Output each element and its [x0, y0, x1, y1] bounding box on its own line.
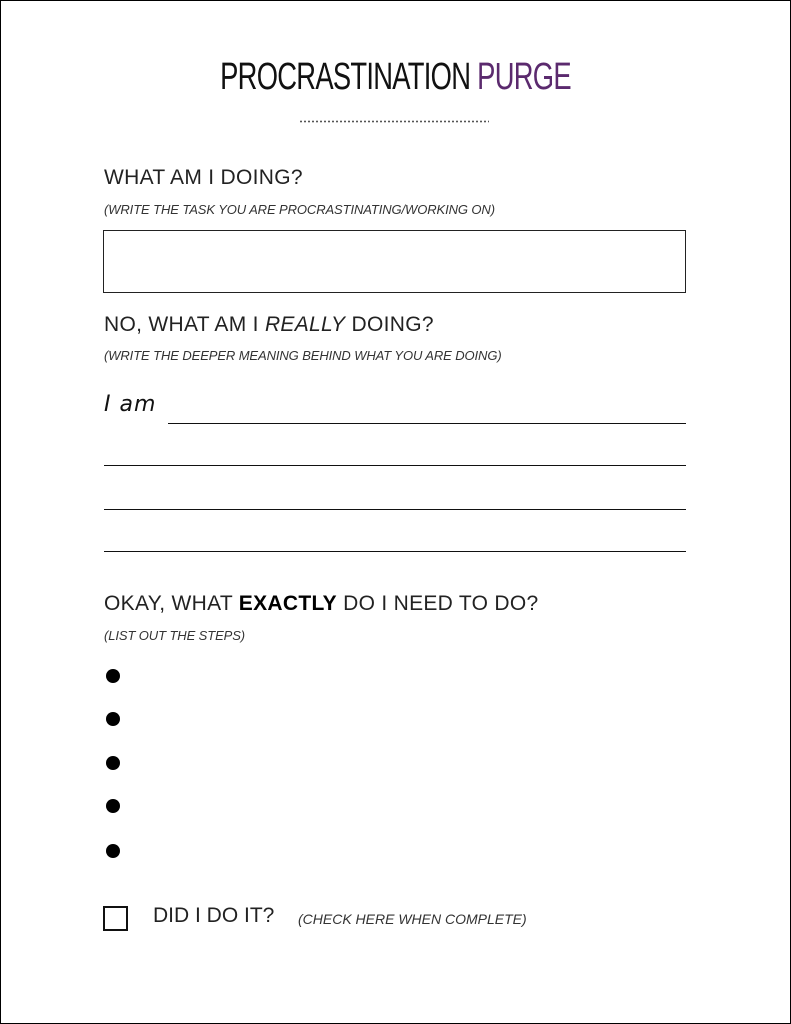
section1-subtitle: (WRITE THE TASK YOU ARE PROCRASTINATING/WORKING ON) [104, 202, 495, 217]
section3-heading-post: DO I NEED TO DO? [336, 592, 539, 615]
step-bullet [106, 756, 120, 770]
step-bullet [106, 712, 120, 726]
page-title [111, 54, 681, 100]
section3-heading-bold: EXACTLY [238, 592, 337, 615]
section2-heading-post: DOING? [345, 313, 434, 336]
section2-heading-pre: NO, WHAT AM I [104, 313, 265, 336]
writing-line[interactable] [104, 509, 686, 510]
section2-subtitle: (WRITE THE DEEPER MEANING BEHIND WHAT YOU ARE DOING) [104, 348, 502, 363]
section2-heading [104, 313, 434, 337]
writing-line[interactable] [104, 465, 686, 466]
section2-heading-emphasis: REALLY [264, 313, 346, 336]
step-bullet [106, 799, 120, 813]
i-am-prompt: I am [104, 392, 157, 417]
title-divider [299, 120, 489, 123]
section3-subtitle: (LIST OUT THE STEPS) [104, 628, 246, 643]
title-main: PROCRASTINATION [220, 56, 471, 98]
section1-heading: WHAT AM I DOING? [104, 166, 303, 189]
completion-note: (CHECK HERE WHEN COMPLETE) [298, 911, 527, 927]
completion-checkbox[interactable] [103, 906, 128, 931]
writing-line[interactable] [104, 551, 686, 552]
writing-line[interactable] [168, 423, 686, 424]
section3-heading [104, 592, 539, 616]
step-bullet [106, 669, 120, 683]
title-accent: PURGE [477, 56, 571, 98]
section3-heading-pre: OKAY, WHAT [104, 592, 239, 615]
completion-label: DID I DO IT? [153, 904, 275, 927]
step-bullet [106, 844, 120, 858]
task-input-box[interactable] [103, 230, 686, 293]
